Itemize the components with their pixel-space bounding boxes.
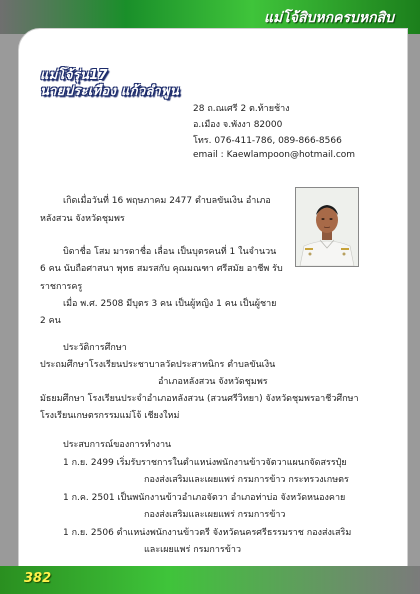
bio-line-3: บิดาชื่อ โสม มารดาชื่อ เลื่อน เป็นบุตรคนที่ 1 ในจำนวน [63, 247, 277, 257]
portrait-figure [296, 188, 358, 266]
education-line-1: ประถมศึกษาโรงเรียนประชาบาลวัดประสาทนิกร ตำบลขันเงิน [40, 360, 276, 370]
work-line-1: 1 ก.ย. 2499 เริ่มรับราชการในตำแหน่งพนักงานข้าวจัตวาแผนกจัดสรรปุ๋ย [63, 458, 347, 468]
education-line-3: มัธยมศึกษา โรงเรียนประจำอำเภอหลังสวน (สวนศรีวิทยา) จังหวัดชุมพรอาชีวศึกษา [40, 394, 359, 404]
work-heading: ประสบการณ์ของการทำงาน [63, 440, 172, 450]
address-line-2: อ.เมือง จ.พังงา 82000 [193, 120, 283, 130]
bio-line-5: ราชการครู [40, 282, 83, 292]
portrait-photo [295, 187, 359, 267]
work-line-5: 1 ก.ย. 2506 ตำแหน่งพนักงานข้าวตรี จังหวัดนครศรีธรรมราช กองส่งเสริม [63, 528, 352, 538]
bio-line-4: 6 คน นับถือศาสนา พุทธ สมรสกับ คุณมณฑา ศรีสมัย อาชีพ รับ [40, 264, 283, 274]
work-line-2: กองส่งเสริมและเผยแพร่ กรมการข้าว กระทรวงเกษตร [144, 475, 349, 485]
work-line-4: กองส่งเสริมและเผยแพร่ กรมการข้าว [144, 510, 286, 520]
header-title: แม่โจ้สิบหกครบหกสิบ [263, 10, 394, 26]
address-line-1: 28 ถ.ณเศรี 2 ต.ท้ายช้าง [193, 104, 290, 114]
bio-line-1: เกิดเมื่อวันที่ 16 พฤษภาคม 2477 ตำบลขันเงิน อำเภอ [63, 196, 271, 206]
work-line-3: 1 ก.ค. 2501 เป็นพนักงานข้าวอำเภอจัตวา อำเภอท่าบ่อ จังหวัดหนองคาย [63, 493, 346, 503]
footer-band [0, 566, 420, 594]
class-label: แม่โจ้รุ่น17 [40, 68, 108, 83]
education-heading: ประวัติการศึกษา [63, 343, 127, 353]
bio-line-7: 2 คน [40, 316, 61, 326]
education-line-4: โรงเรียนเกษตรกรรมแม่โจ้ เชียงใหม่ [40, 411, 180, 421]
education-line-2: อำเภอหลังสวน จังหวัดชุมพร [158, 377, 268, 387]
bio-line-2: หลังสวน จังหวัดชุมพร [40, 214, 125, 224]
bio-line-6: เมื่อ พ.ศ. 2508 มีบุตร 3 คน เป็นผู้หญิง 1 คน เป็นผู้ชาย [63, 299, 277, 309]
email-line: email : Kaewlampoon@hotmail.com [193, 150, 356, 160]
page-number: 382 [24, 571, 52, 586]
phone-line: โทร. 076-411-786, 089-866-8566 [193, 136, 342, 146]
work-line-6: และเผยแพร่ กรมการข้าว [144, 545, 242, 555]
person-name: นายประเทือง แก้วลำพูน [40, 84, 180, 99]
